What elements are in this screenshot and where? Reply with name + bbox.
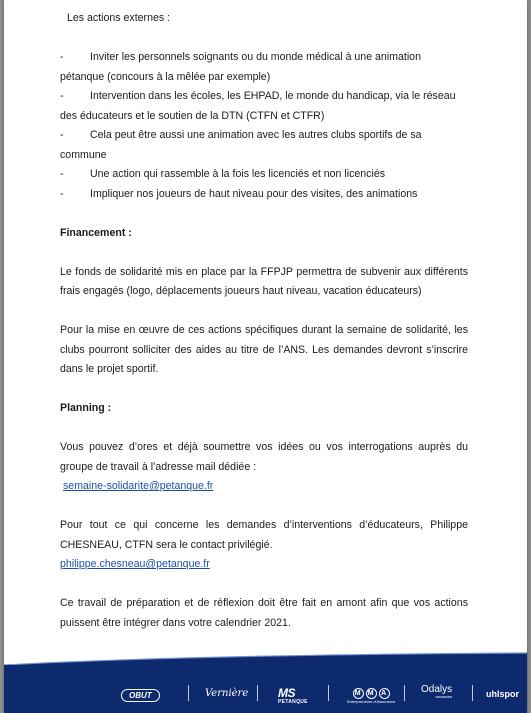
list-item-text: Inviter les personnels soignants ou du monde médical à une animation pétanque (concours à la mêlée par exemple) (60, 51, 421, 83)
logo-separator (257, 685, 258, 701)
odalys-logo-subtitle: vacances (435, 694, 453, 699)
list-item (60, 48, 468, 87)
bullet-dash: - (60, 129, 64, 141)
bullet-dash: - (60, 90, 64, 102)
planning-email-link-2[interactable] (60, 555, 468, 575)
logo-separator (188, 685, 189, 701)
list-item (60, 185, 468, 205)
obut-logo: OBUT (121, 689, 160, 702)
list-item-text: Cela peut être aussi une animation avec les autres clubs sportifs de sa commune (60, 129, 422, 161)
logo-separator (404, 685, 405, 701)
logo-separator (472, 685, 473, 701)
list-item (60, 126, 468, 165)
ms-petanque-logo (278, 688, 308, 705)
list-item (60, 165, 468, 185)
bullet-dash: - (60, 187, 64, 200)
financement-paragraph-1: Le fonds de solidarité mis en place par la FFPJP permettra de subvenir aux différents frais engagés (logo, déplacements joueurs haut niveau, vacation éducateurs) (60, 265, 468, 297)
financement-paragraph-2: Pour la mise en œuvre de ces actions spécifiques durant la semaine de solidarité, les clubs pourront solliciter des aides au titre de l’ANS. Les demandes devront s’inscrire dans le projet sportif. (60, 324, 468, 375)
list-item (60, 87, 468, 126)
planning-paragraph-1: Vous pouvez d’ores et déjà soumettre vos idées ou vos interrogations auprès du groupe de travail à l’adresse mail dédiée : (60, 441, 468, 473)
mma-logo-mark (347, 688, 395, 699)
sponsor-logos (4, 673, 527, 713)
list-item-text: Impliquer nos joueurs de haut niveau pour des visites, des animations (90, 187, 418, 200)
planning-paragraph-2: Pour tout ce qui concerne les demandes d’interventions d’éducateurs, Philippe CHESNEAU, CTFN sera le contact privilégié. (60, 519, 468, 551)
odalys-logo (421, 684, 452, 699)
mma-letter: M (353, 688, 364, 699)
section-intro: Les actions externes : (67, 12, 171, 24)
email-link[interactable]: semaine-solidarite@petanque.fr (63, 480, 214, 492)
financement-heading: Financement : (60, 226, 132, 239)
bullet-dash: - (60, 51, 64, 63)
mma-logo-tagline: Entrepreneurs d'Assurance (347, 699, 396, 704)
planning-paragraph-3: Ce travail de préparation et de réflexion doit être fait en amont afin que vos actions puissent être intégrer dans votre calendrier 2021. (60, 597, 468, 629)
document-body (60, 9, 468, 653)
odalys-logo-text: Odalys (421, 684, 453, 695)
list-item-text: Une action qui rassemble à la fois les licenciés et non licenciés (90, 168, 386, 180)
document-page (4, 0, 527, 713)
mma-logo (347, 688, 395, 704)
bullet-dash: - (60, 168, 64, 180)
ms-logo-mark: MS (278, 686, 295, 700)
mma-letter: M (366, 688, 377, 699)
planning-email-link-1[interactable] (63, 477, 468, 497)
mma-letter: A (379, 688, 390, 699)
actions-list (60, 48, 468, 204)
uhlsport-logo: uhlspor (486, 689, 519, 699)
logo-separator (328, 685, 329, 701)
ms-logo-subtitle: PETANQUE (278, 699, 308, 705)
list-item-text: Intervention dans les écoles, les EHPAD, le monde du handicap, via le réseau des éducateurs et le soutien de la DTN (CTFN et CTFR) (60, 90, 456, 122)
email-link[interactable]: philippe.chesneau@petanque.fr (60, 558, 210, 570)
planning-heading: Planning : (60, 402, 112, 414)
verniere-logo: Vernière (205, 688, 249, 699)
